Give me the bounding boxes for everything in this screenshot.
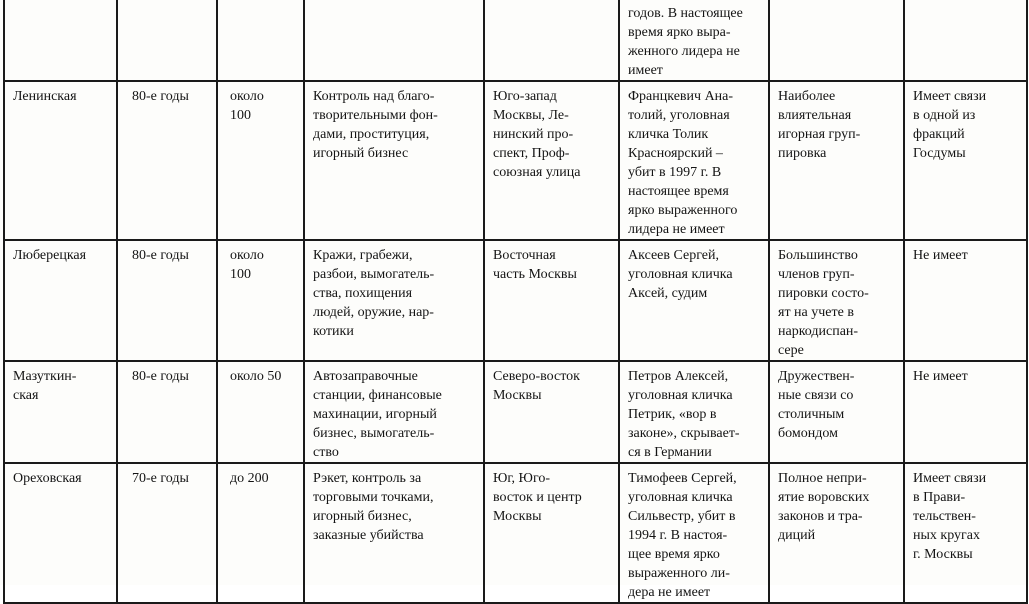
- years-cell: 70-е годы: [117, 463, 217, 603]
- years-cell: 80-е годы: [117, 361, 217, 463]
- activity-cell: [304, 0, 484, 81]
- size-cell: около 100: [217, 81, 304, 240]
- table-row: [4, 240, 1027, 361]
- territory-cell: Юго-запад Москвы, Ле- нинский про- спект, Проф- союзная улица: [484, 81, 619, 240]
- group-name-cell: Люберецкая: [4, 240, 117, 361]
- size-cell: [217, 0, 304, 81]
- leader-cell: годов. В настоящее время ярко выра- женного лидера не имеет: [619, 0, 769, 81]
- activity-cell: Контроль над благо- творительными фон- дами, проституция, игорный бизнес: [304, 81, 484, 240]
- group-name-cell: [4, 0, 117, 81]
- territory-cell: [484, 0, 619, 81]
- features-cell: Наиболее влиятельная игорная груп- пировка: [769, 81, 904, 240]
- leader-cell: Петров Алексей, уголовная кличка Петрик, «вор в законе», скрывает- ся в Германии: [619, 361, 769, 463]
- features-cell: Дружествен- ные связи со столичным бомондом: [769, 361, 904, 463]
- territory-cell: Северо-восток Москвы: [484, 361, 619, 463]
- years-cell: 80-е годы: [117, 81, 217, 240]
- table-row: [4, 463, 1027, 603]
- group-name-cell: Ореховская: [4, 463, 117, 603]
- territory-cell: Юг, Юго- восток и центр Москвы: [484, 463, 619, 603]
- activity-cell: Рэкет, контроль за торговыми точками, игорный бизнес, заказные убийства: [304, 463, 484, 603]
- table-row: [4, 0, 1027, 81]
- links-cell: Имеет связи в одной из фракций Госдумы: [904, 81, 1027, 240]
- leader-cell: Тимофеев Сергей, уголовная кличка Сильвестр, убит в 1994 г. В настоя- щее время ярко выраженного ли- дера не имеет: [619, 463, 769, 603]
- activity-cell: Автозаправочные станции, финансовые махинации, игорный бизнес, вымогатель- ство: [304, 361, 484, 463]
- features-cell: Большинство членов груп- пировки состо- ят на учете в наркодиспан- сере: [769, 240, 904, 361]
- leader-cell: Францкевич Ана- толий, уголовная кличка Толик Красноярский – убит в 1997 г. В настоящее время ярко выраженного лидера не имеет: [619, 81, 769, 240]
- features-cell: [769, 0, 904, 81]
- group-name-cell: Ленинская: [4, 81, 117, 240]
- table-row: [4, 361, 1027, 463]
- size-cell: около 100: [217, 240, 304, 361]
- size-cell: около 50: [217, 361, 304, 463]
- links-cell: Не имеет: [904, 361, 1027, 463]
- leader-cell: Аксеев Сергей, уголовная кличка Аксей, судим: [619, 240, 769, 361]
- table-row: [4, 81, 1027, 240]
- links-cell: [904, 0, 1027, 81]
- territory-cell: Восточная часть Москвы: [484, 240, 619, 361]
- years-cell: [117, 0, 217, 81]
- activity-cell: Кражи, грабежи, разбои, вымогатель- ства, похищения людей, оружие, нар- котики: [304, 240, 484, 361]
- size-cell: до 200: [217, 463, 304, 603]
- group-name-cell: Мазуткин- ская: [4, 361, 117, 463]
- groups-table: [3, 0, 1028, 604]
- features-cell: Полное непри- ятие воровских законов и тра- диций: [769, 463, 904, 603]
- links-cell: Имеет связи в Прави- тельствен- ных кругах г. Москвы: [904, 463, 1027, 603]
- years-cell: 80-е годы: [117, 240, 217, 361]
- links-cell: Не имеет: [904, 240, 1027, 361]
